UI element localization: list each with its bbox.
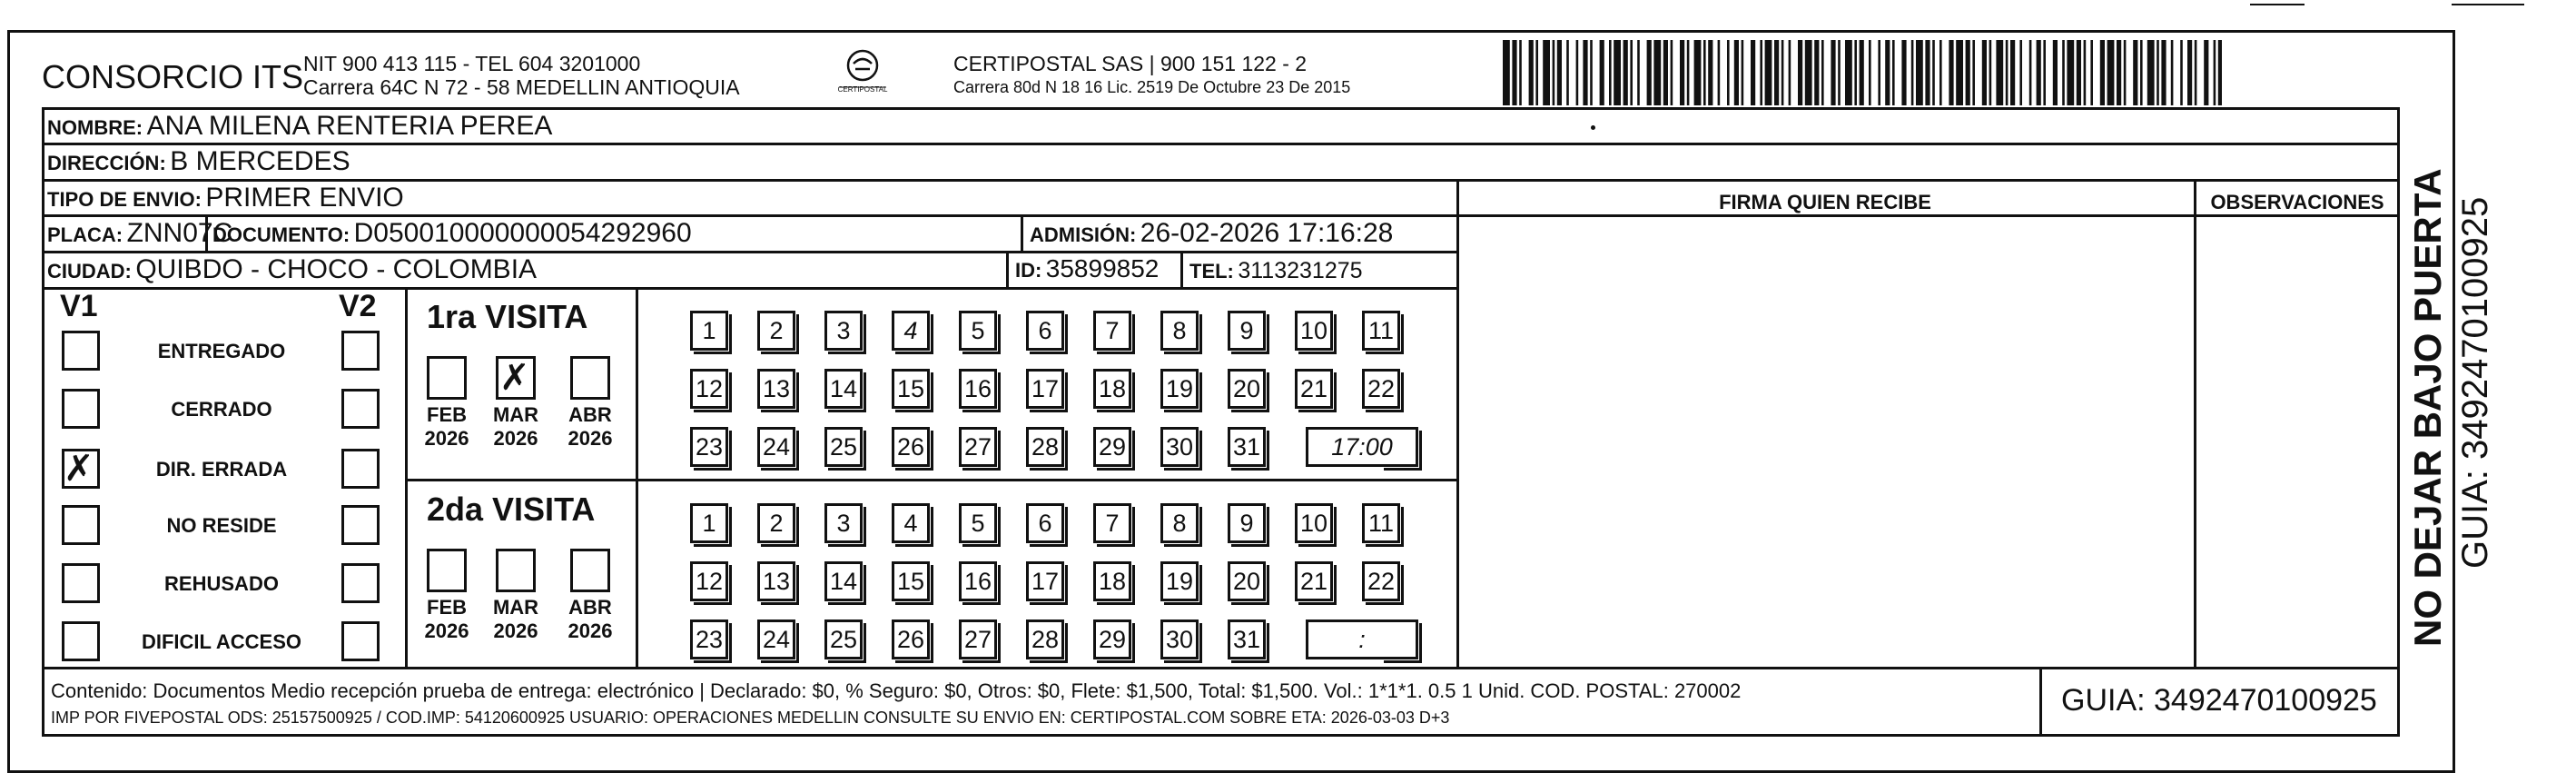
barcode-bar <box>1742 40 1744 105</box>
rule <box>1456 179 1459 669</box>
visit-title: 2da VISITA <box>427 491 596 528</box>
day-box[interactable]: 7 <box>1093 311 1131 351</box>
barcode-bar <box>1989 40 1992 105</box>
courier-name: CERTIPOSTAL SAS | 900 151 122 - 2 <box>953 52 1308 75</box>
day-box[interactable]: 11 <box>1362 311 1400 351</box>
barcode <box>1503 40 2222 105</box>
tipo-label: TIPO DE ENVIO: <box>47 188 202 211</box>
barcode-bar <box>1860 40 1864 105</box>
rule <box>42 287 1456 290</box>
barcode-bar <box>2171 40 2174 105</box>
day-box[interactable]: 16 <box>959 369 997 409</box>
barcode-bar <box>1789 40 1791 105</box>
firma-heading: FIRMA QUIEN RECIBE <box>1719 191 1931 213</box>
day-box[interactable]: 21 <box>1295 561 1333 601</box>
day-box[interactable]: 18 <box>1093 561 1131 601</box>
day-box[interactable]: 10 <box>1295 311 1333 351</box>
barcode-bar <box>1949 40 1953 105</box>
barcode-bar <box>1925 40 1930 105</box>
barcode-bar <box>1609 40 1612 105</box>
tipo-value: PRIMER ENVIO <box>205 183 404 213</box>
nombre-label: NOMBRE: <box>47 116 143 139</box>
day-box[interactable]: 6 <box>1026 503 1064 543</box>
field-tel <box>1189 258 1363 284</box>
direccion-value: B MERCEDES <box>170 146 350 176</box>
admision-value: 26-02-2026 17:16:28 <box>1140 218 1394 248</box>
footer-guia: GUIA: 3492470100925 <box>2061 683 2377 718</box>
barcode-bar <box>1885 40 1890 105</box>
day-box[interactable]: 1 <box>690 311 728 351</box>
day-box[interactable]: 17 <box>1026 369 1064 409</box>
id-value: 35899852 <box>1045 254 1160 282</box>
v2-checkbox[interactable] <box>341 563 380 603</box>
footer-impresion: IMP POR FIVEPOSTAL ODS: 25157500925 / COD.IMP: 54120600925 USUARIO: OPERACIONES MEDELLIN CONSULTE SU ENVIO EN: CERTIPOSTAL.COM SOBRE ETA: 2026-03-03 D+3 <box>51 709 1450 727</box>
v1-checkbox[interactable] <box>62 505 100 545</box>
barcode-bar <box>2214 40 2216 105</box>
barcode-bar <box>1614 40 1621 105</box>
barcode-bar <box>1939 40 1942 105</box>
day-box[interactable]: 3 <box>824 311 863 351</box>
v1-heading: V1 <box>60 289 98 323</box>
month-checkbox[interactable] <box>570 549 610 592</box>
month-year: 2026 <box>493 619 538 642</box>
rule <box>2039 667 2042 736</box>
day-box[interactable]: 19 <box>1160 561 1199 601</box>
barcode-bar <box>2019 40 2022 105</box>
company-nit: NIT 900 413 115 - TEL 604 3201000 <box>303 52 641 75</box>
barcode-bar <box>2100 40 2105 105</box>
day-box[interactable]: 15 <box>892 561 930 601</box>
day-box[interactable]: 8 <box>1160 311 1199 351</box>
rule <box>42 179 2399 182</box>
side-guia: GUIA: 3492470100925 <box>2455 196 2495 569</box>
v1-check-mark: ✗ <box>64 448 94 490</box>
field-ciudad <box>47 254 537 285</box>
month-checkbox[interactable] <box>427 356 467 400</box>
rule <box>42 667 2399 669</box>
month-label <box>419 596 474 643</box>
v2-heading: V2 <box>339 289 377 323</box>
day-box[interactable]: 2 <box>757 503 795 543</box>
barcode-bar <box>2090 40 2093 105</box>
v2-checkbox[interactable] <box>341 331 380 371</box>
status-option-label: DIR. ERRADA <box>155 458 288 481</box>
day-box[interactable]: 22 <box>1362 561 1400 601</box>
hour-box[interactable]: : <box>1306 619 1418 659</box>
barcode-bar <box>1543 40 1550 105</box>
status-option-label: REHUSADO <box>164 572 279 595</box>
visit-title: 1ra VISITA <box>427 298 588 335</box>
barcode-bar <box>2037 40 2041 105</box>
day-box[interactable]: 28 <box>1026 619 1064 659</box>
barcode-bar <box>1708 40 1712 105</box>
corner-mark <box>2452 4 2524 5</box>
day-box[interactable]: 9 <box>1228 311 1266 351</box>
barcode-bar <box>2053 40 2058 105</box>
barcode-bar <box>1996 40 2003 105</box>
day-box[interactable]: 25 <box>824 427 863 467</box>
rule <box>1456 214 2399 217</box>
month-name: FEB <box>427 596 467 619</box>
day-box[interactable]: 4 <box>892 503 930 543</box>
day-box[interactable]: 5 <box>959 311 997 351</box>
day-box[interactable]: 16 <box>959 561 997 601</box>
barcode-bar <box>1845 40 1852 105</box>
tel-value: 3113231275 <box>1238 258 1363 283</box>
month-name: MAR <box>492 403 539 426</box>
day-box[interactable]: 31 <box>1228 619 1266 659</box>
barcode-bar <box>1982 40 1987 105</box>
month-year: 2026 <box>568 427 613 450</box>
courier-address: Carrera 80d N 18 16 Lic. 2519 De Octubre 23 De 2015 <box>953 78 1351 96</box>
barcode-bar <box>1760 40 1762 105</box>
v1-checkbox[interactable] <box>62 563 100 603</box>
barcode-bar <box>1781 40 1784 105</box>
field-nombre <box>47 111 552 142</box>
documento-value: D050010000000054292960 <box>353 218 692 248</box>
day-box[interactable]: 1 <box>690 503 728 543</box>
field-direccion <box>47 146 350 177</box>
barcode-bar <box>1694 40 1702 105</box>
day-box[interactable]: 6 <box>1026 311 1064 351</box>
day-box[interactable]: 12 <box>690 369 728 409</box>
month-year: 2026 <box>493 427 538 450</box>
month-label <box>489 596 543 643</box>
barcode-bar <box>1814 40 1819 105</box>
placa-label: PLACA: <box>47 223 123 246</box>
placa-value: ZNN07C <box>126 218 233 248</box>
barcode-bar <box>2180 40 2183 105</box>
hour-box[interactable]: 17:00 <box>1306 427 1418 467</box>
barcode-bar <box>2010 40 2015 105</box>
day-box[interactable]: 15 <box>892 369 930 409</box>
rule <box>42 251 1456 253</box>
month-checkbox[interactable] <box>496 549 536 592</box>
day-box[interactable]: 14 <box>824 369 863 409</box>
barcode-bar <box>2157 40 2159 105</box>
day-box[interactable]: 24 <box>757 619 795 659</box>
v1-checkbox[interactable] <box>62 331 100 371</box>
rule <box>42 143 2399 145</box>
month-year: 2026 <box>568 619 613 642</box>
day-box[interactable]: 11 <box>1362 503 1400 543</box>
footer-contenido: Contenido: Documentos Medio recepción prueba de entrega: electrónico | Declarado: $0, % Seguro: $0, Otros: $0, Flete: $1,500, Total: $1,500. Vol.: 1*1*1. 0.5 1 Unid. COD. POSTAL: 270002 <box>51 679 1742 702</box>
barcode-bar <box>1630 40 1633 105</box>
day-box[interactable]: 13 <box>757 369 795 409</box>
month-name: ABR <box>568 403 612 426</box>
ciudad-value: QUIBDO - CHOCO - COLOMBIA <box>135 254 538 284</box>
barcode-bar <box>2043 40 2046 105</box>
v2-checkbox[interactable] <box>341 505 380 545</box>
day-box[interactable]: 4 <box>892 311 930 351</box>
day-box[interactable]: 30 <box>1160 619 1199 659</box>
month-label <box>489 403 543 451</box>
day-box[interactable]: 20 <box>1228 561 1266 601</box>
month-label <box>563 596 617 643</box>
day-box[interactable]: 5 <box>959 503 997 543</box>
day-box[interactable]: 14 <box>824 561 863 601</box>
observaciones-heading: OBSERVACIONES <box>2210 191 2384 213</box>
month-checkbox[interactable] <box>427 549 467 592</box>
rule <box>42 107 2399 110</box>
barcode-bar <box>1703 40 1706 105</box>
day-box[interactable]: 7 <box>1093 503 1131 543</box>
day-box[interactable]: 27 <box>959 427 997 467</box>
month-year: 2026 <box>424 427 469 450</box>
day-box[interactable]: 3 <box>824 503 863 543</box>
barcode-bar <box>1838 40 1841 105</box>
rule <box>636 287 638 669</box>
rule <box>405 287 408 669</box>
id-label: ID: <box>1015 259 1042 282</box>
barcode-bar <box>2204 40 2208 105</box>
barcode-bar <box>1854 40 1857 105</box>
day-box[interactable]: 22 <box>1362 369 1400 409</box>
day-box[interactable]: 21 <box>1295 369 1333 409</box>
corner-mark <box>2250 4 2305 5</box>
barcode-bar <box>1798 40 1802 105</box>
status-option-label: DIFICIL ACCESO <box>141 630 301 653</box>
day-box[interactable]: 19 <box>1160 369 1199 409</box>
field-documento <box>212 218 692 249</box>
day-box[interactable]: 18 <box>1093 369 1131 409</box>
barcode-bar <box>1680 40 1684 105</box>
month-label <box>563 403 617 451</box>
barcode-bar <box>2218 40 2222 105</box>
day-box[interactable]: 13 <box>757 561 795 601</box>
firma-area[interactable] <box>1460 218 2192 665</box>
v2-checkbox[interactable] <box>341 389 380 429</box>
barcode-bar <box>1624 40 1628 105</box>
barcode-bar <box>1529 40 1534 105</box>
barcode-bar <box>1590 40 1593 105</box>
barcode-bar <box>2117 40 2121 105</box>
day-box[interactable]: 23 <box>690 619 728 659</box>
barcode-bar <box>1663 40 1668 105</box>
barcode-bar <box>2195 40 2197 105</box>
barcode-bar <box>1734 40 1739 105</box>
barcode-bar <box>1718 40 1721 105</box>
barcode-bar <box>1727 40 1730 105</box>
rule <box>1021 214 1023 253</box>
side-warning: NO DEJAR BAJO PUERTA <box>2406 168 2449 647</box>
day-box[interactable]: 2 <box>757 311 795 351</box>
rule <box>1006 251 1009 289</box>
day-box[interactable]: 24 <box>757 427 795 467</box>
direccion-label: DIRECCIÓN: <box>47 152 166 174</box>
courier-logo-text: CERTIPOSTAL <box>837 85 888 94</box>
barcode-bar <box>1503 40 1510 105</box>
barcode-bar <box>1972 40 1975 105</box>
day-box[interactable]: 12 <box>690 561 728 601</box>
day-box[interactable]: 9 <box>1228 503 1266 543</box>
barcode-bar <box>2006 40 2008 105</box>
day-box[interactable]: 30 <box>1160 427 1199 467</box>
barcode-bar <box>1901 40 1906 105</box>
v1-checkbox[interactable] <box>62 389 100 429</box>
barcode-bar <box>1892 40 1895 105</box>
barcode-bar <box>1966 40 1970 105</box>
barcode-bar <box>2124 40 2127 105</box>
rule <box>2397 107 2400 737</box>
month-label <box>419 403 474 451</box>
rule <box>405 479 1458 481</box>
barcode-bar <box>1932 40 1935 105</box>
barcode-bar <box>1671 40 1673 105</box>
rule <box>2194 179 2196 669</box>
barcode-bar <box>1805 40 1812 105</box>
month-check-mark: ✗ <box>499 357 530 399</box>
day-box[interactable]: 10 <box>1295 503 1333 543</box>
stray-mark <box>1591 125 1595 130</box>
nombre-value: ANA MILENA RENTERIA PEREA <box>146 111 553 141</box>
company-address: Carrera 64C N 72 - 58 MEDELLIN ANTIOQUIA <box>303 75 740 99</box>
barcode-bar <box>1687 40 1690 105</box>
barcode-bar <box>1583 40 1587 105</box>
field-admision <box>1030 218 1393 249</box>
day-box[interactable]: 29 <box>1093 427 1131 467</box>
barcode-bar <box>1956 40 1963 105</box>
barcode-bar <box>1653 40 1661 105</box>
month-checkbox[interactable] <box>570 356 610 400</box>
barcode-bar <box>2067 40 2074 105</box>
barcode-bar <box>1553 40 1555 105</box>
barcode-bar <box>2029 40 2032 105</box>
barcode-bar <box>1576 40 1579 105</box>
tel-label: TEL: <box>1189 260 1234 282</box>
day-box[interactable]: 20 <box>1228 369 1266 409</box>
barcode-bar <box>1831 40 1835 105</box>
barcode-bar <box>2147 40 2155 105</box>
barcode-bar <box>1765 40 1772 105</box>
barcode-bar <box>2161 40 2166 105</box>
barcode-bar <box>1774 40 1779 105</box>
barcode-bar <box>1878 40 1880 105</box>
day-box[interactable]: 25 <box>824 619 863 659</box>
month-name: FEB <box>427 403 467 426</box>
barcode-bar <box>1600 40 1604 105</box>
field-placa <box>47 218 232 249</box>
barcode-bar <box>2084 40 2087 105</box>
barcode-bar <box>1637 40 1640 105</box>
observaciones-area[interactable] <box>2197 218 2395 665</box>
barcode-bar <box>2140 40 2143 105</box>
day-box[interactable]: 17 <box>1026 561 1064 601</box>
month-name: ABR <box>568 596 612 619</box>
barcode-bar <box>2187 40 2192 105</box>
status-option-label: NO RESIDE <box>166 514 277 537</box>
admision-label: ADMISIÓN: <box>1030 223 1137 246</box>
barcode-bar <box>1557 40 1562 105</box>
field-tipo-envio <box>47 183 404 213</box>
barcode-bar <box>1916 40 1923 105</box>
day-box[interactable]: 29 <box>1093 619 1131 659</box>
status-option-label: CERRADO <box>171 398 272 421</box>
v2-checkbox[interactable] <box>341 621 380 661</box>
field-id <box>1015 254 1159 283</box>
rule <box>42 734 2399 737</box>
status-option-label: ENTREGADO <box>157 340 286 362</box>
barcode-bar <box>2107 40 2115 105</box>
day-box[interactable]: 28 <box>1026 427 1064 467</box>
barcode-bar <box>2077 40 2081 105</box>
day-box[interactable]: 23 <box>690 427 728 467</box>
barcode-bar <box>1535 40 1538 105</box>
barcode-bar <box>2062 40 2065 105</box>
day-box[interactable]: 26 <box>892 427 930 467</box>
month-name: MAR <box>492 596 539 619</box>
rule <box>1180 251 1183 289</box>
barcode-bar <box>1512 40 1516 105</box>
barcode-bar <box>1647 40 1652 105</box>
documento-label: DOCUMENTO: <box>212 223 350 246</box>
barcode-bar <box>1869 40 1871 105</box>
day-box[interactable]: 26 <box>892 619 930 659</box>
day-box[interactable]: 8 <box>1160 503 1199 543</box>
v2-checkbox[interactable] <box>341 449 380 489</box>
barcode-bar <box>1821 40 1824 105</box>
ciudad-label: CIUDAD: <box>47 260 132 282</box>
barcode-bar <box>1519 40 1522 105</box>
barcode-bar <box>1566 40 1569 105</box>
day-box[interactable]: 31 <box>1228 427 1266 467</box>
barcode-bar <box>1751 40 1755 105</box>
company-name: CONSORCIO ITS <box>42 58 304 95</box>
barcode-bar <box>1911 40 1914 105</box>
barcode-bar <box>2133 40 2137 105</box>
rule <box>42 107 44 737</box>
day-box[interactable]: 27 <box>959 619 997 659</box>
v1-checkbox[interactable] <box>62 621 100 661</box>
month-year: 2026 <box>424 619 469 642</box>
courier-logo <box>835 45 890 100</box>
